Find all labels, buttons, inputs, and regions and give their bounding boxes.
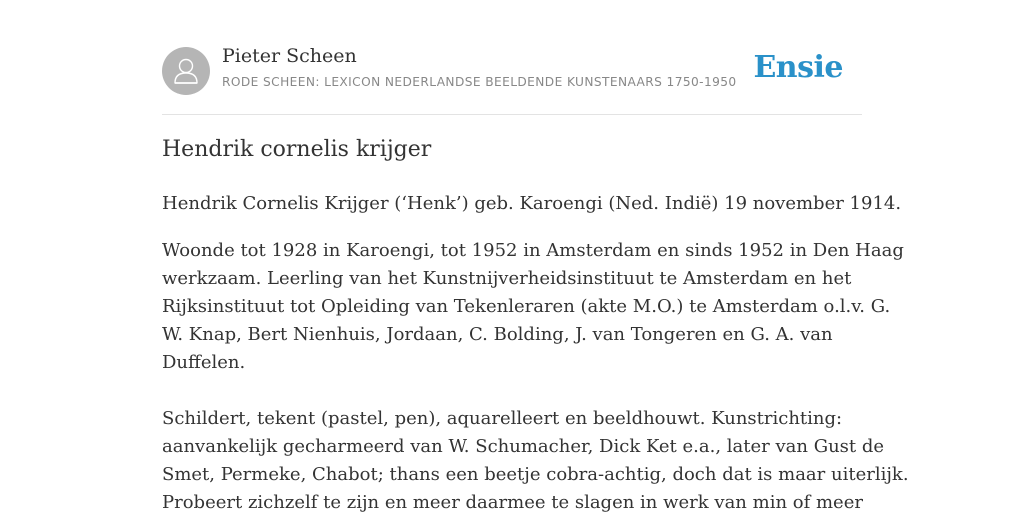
user-icon (162, 47, 210, 95)
paragraph-line: W. Knap, Bert Nienhuis, Jordaan, C. Bolding, J. van Tongeren en G. A. van (162, 324, 833, 345)
paragraph-line: Woonde tot 1928 in Karoengi, tot 1952 in Amsterdam en sinds 1952 in Den Haag (162, 240, 904, 261)
paragraph-line: aanvankelijk gecharmeerd van W. Schumacher, Dick Ket e.a., later van Gust de (162, 436, 885, 457)
paragraph-style (162, 405, 909, 512)
ensie-logo[interactable]: Ensie (753, 50, 843, 85)
paragraph-education (162, 237, 904, 377)
avatar[interactable] (162, 47, 210, 95)
source-title[interactable]: RODE SCHEEN: LEXICON NEDERLANDSE BEELDENDE KUNSTENAARS 1750-1950 (222, 75, 737, 89)
page (162, 0, 909, 512)
article-title: Hendrik cornelis krijger (162, 137, 432, 162)
paragraph-birth (162, 190, 902, 218)
paragraph-line: Duffelen. (162, 352, 246, 373)
paragraph-line: Hendrik Cornelis Krijger (‘Henk’) geb. Karoengi (Ned. Indië) 19 november 1914. (162, 193, 902, 214)
paragraph-line: Schildert, tekent (pastel, pen), aquarelleert en beeldhouwt. Kunstrichting: (162, 408, 843, 429)
article-header (162, 0, 862, 115)
author-name[interactable]: Pieter Scheen (222, 45, 357, 67)
paragraph-line: Rijksinstituut tot Opleiding van Tekenleraren (akte M.O.) te Amsterdam o.l.v. G. (162, 296, 891, 317)
paragraph-line: Smet, Permeke, Chabot; thans een beetje cobra-achtig, doch dat is maar uiterlijk. (162, 464, 909, 485)
paragraph-line: Probeert zichzelf te zijn en meer daarmee te slagen in werk van min of meer (162, 492, 863, 512)
paragraph-line: werkzaam. Leerling van het Kunstnijverheidsinstituut te Amsterdam en het (162, 268, 852, 289)
